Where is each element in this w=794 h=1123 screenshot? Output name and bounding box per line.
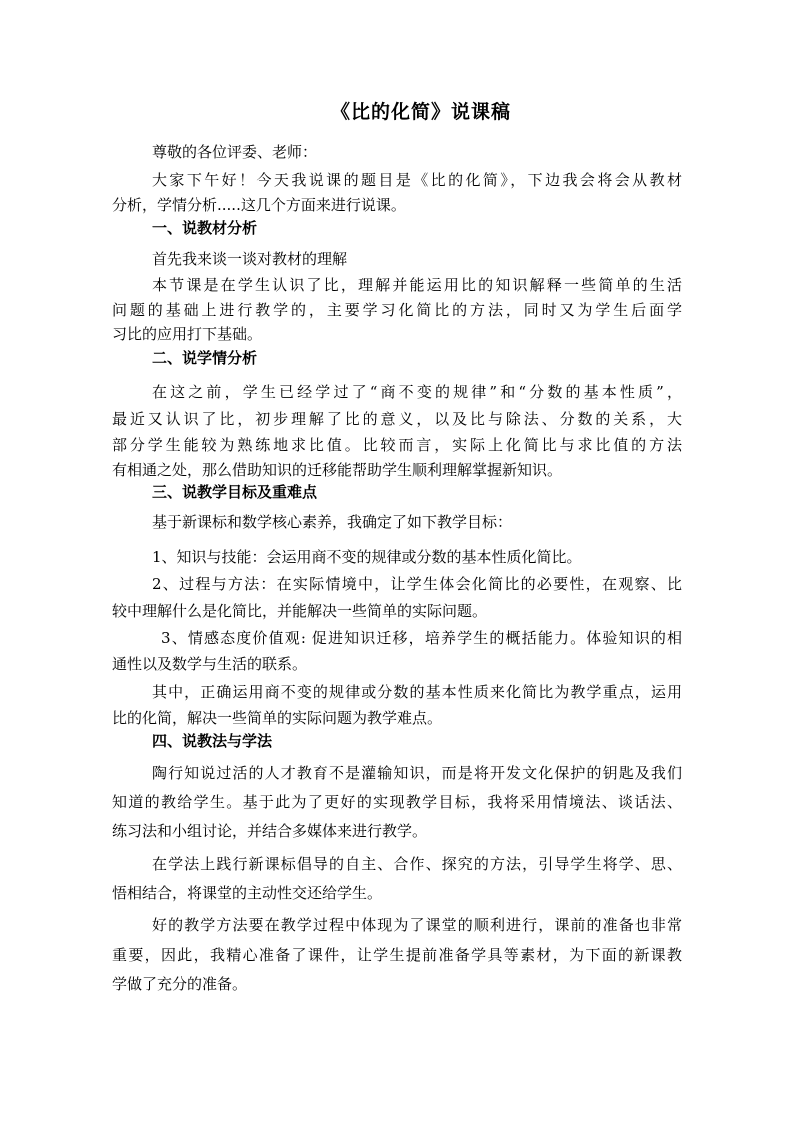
paragraph-line: 部分学生能较为熟练地求比值。比较而言，实际上化简比与求比值的方法	[112, 436, 682, 454]
objective-line: 2、过程与方法：在实际情境中，让学生体会化简比的必要性，在观察、比	[152, 575, 682, 593]
paragraph-line: 在这之前，学生已经学过了“商不变的规律”和“分数的基本性质”，	[152, 383, 682, 401]
paragraph-line: 最近又认识了比，初步理解了比的意义，以及比与除法、分数的关系，大	[112, 410, 682, 428]
paragraph-line: 重要，因此，我精心准备了课件，让学生提前准备学具等素材，为下面的新课教	[112, 946, 682, 964]
objective-line: 较中理解什么是化简比，并能解决一些简单的实际问题。	[112, 602, 488, 620]
objective-line: 3、情感态度价值观: 促进知识迁移，培养学生的概括能力。体验知识的相	[161, 629, 682, 647]
section-heading: 二、说学情分析	[152, 349, 258, 367]
paragraph-line: 首先我来谈一谈对教材的理解	[152, 250, 348, 268]
section-heading: 一、说教材分析	[152, 219, 258, 237]
greeting-line: 尊敬的各位评委、老师：	[152, 143, 318, 161]
paragraph-line: 有相通之处，那么借助知识的迁移能帮助学生顺利理解掌握新知识。	[112, 461, 563, 479]
paragraph-line: 比的化简，解决一些简单的实际问题为教学难点。	[112, 709, 443, 727]
objective-line: 通性以及数学与生活的联系。	[112, 655, 308, 673]
paragraph-line: 好的教学方法要在教学过程中体现为了课堂的顺利进行，课前的准备也非常	[152, 916, 682, 934]
paragraph-line: 悟相结合，将课堂的主动性交还给学生。	[112, 884, 383, 902]
intro-line: 大家下午好！今天我说课的题目是《比的化简》，下边我会将会从教材	[152, 171, 682, 189]
paragraph-line: 学做了充分的准备。	[112, 975, 248, 993]
intro-line: 分析，学情分析.....这几个方面来进行说课。	[112, 196, 406, 214]
objective-line: 1、知识与技能：会运用商不变的规律或分数的基本性质化简比。	[152, 548, 582, 566]
section-heading: 四、说教法与学法	[152, 732, 273, 750]
paragraph-line: 练习法和小组讨论，并结合多媒体来进行教学。	[112, 822, 428, 840]
paragraph-line: 习比的应用打下基础。	[112, 325, 263, 343]
paragraph-line: 基于新课标和数学核心素养，我确定了如下教学目标：	[152, 513, 513, 531]
paragraph-line: 陶行知说过活的人才教育不是灌输知识，而是将开发文化保护的钥匙及我们	[152, 764, 682, 782]
paragraph-line: 其中，正确运用商不变的规律或分数的基本性质来化简比为教学重点，运用	[152, 683, 682, 701]
document-title: 《比的化简》说课稿	[331, 101, 512, 123]
paragraph-line: 在学法上践行新课标倡导的自主、合作、探究的方法，引导学生将学、思、	[152, 855, 682, 873]
paragraph-line: 知道的教给学生。基于此为了更好的实现教学目标，我将采用情境法、谈话法、	[112, 793, 682, 811]
paragraph-line: 本节课是在学生认识了比，理解并能运用比的知识解释一些简单的生活	[152, 276, 682, 294]
paragraph-line: 问题的基础上进行教学的，主要学习化简比的方法，同时又为学生后面学	[112, 301, 682, 319]
section-heading: 三、说教学目标及重难点	[152, 483, 318, 501]
